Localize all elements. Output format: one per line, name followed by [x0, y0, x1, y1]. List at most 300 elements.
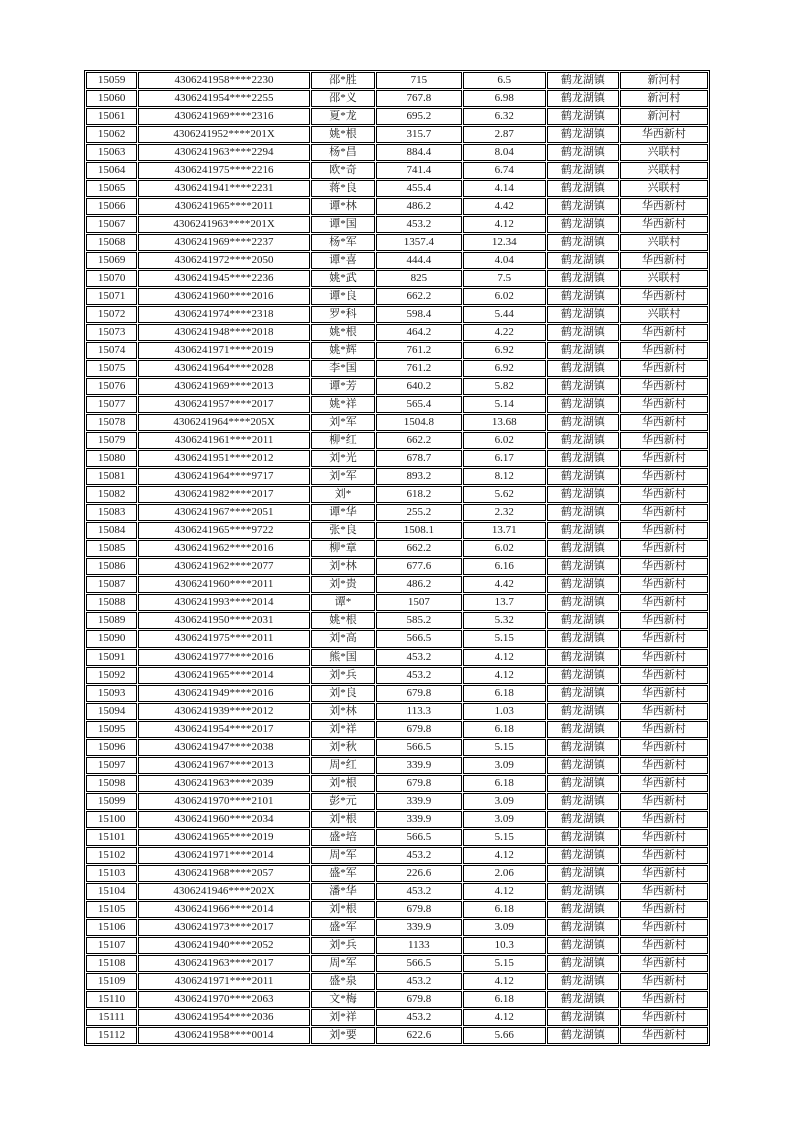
cell-town: 鹤龙湖镇	[547, 468, 619, 485]
cell-id-number: 4306241964****2028	[138, 360, 310, 377]
table-row	[86, 973, 708, 990]
cell-area: 4.12	[463, 847, 546, 864]
cell-name: 柳*章	[311, 540, 375, 557]
cell-village: 华西新村	[620, 414, 708, 431]
table-row	[86, 162, 708, 179]
cell-area: 5.15	[463, 630, 546, 647]
cell-amount: 255.2	[376, 504, 462, 521]
table-row	[86, 252, 708, 269]
cell-area: 3.09	[463, 793, 546, 810]
cell-name: 刘*良	[311, 685, 375, 702]
cell-amount: 585.2	[376, 612, 462, 629]
cell-serial-number: 15061	[86, 108, 137, 125]
cell-id-number: 4306241982****2017	[138, 486, 310, 503]
table-row	[86, 667, 708, 684]
cell-serial-number: 15079	[86, 432, 137, 449]
cell-name: 邵*义	[311, 90, 375, 107]
records-table	[84, 70, 710, 1046]
table-row	[86, 576, 708, 593]
cell-serial-number: 15085	[86, 540, 137, 557]
cell-village: 华西新村	[620, 450, 708, 467]
cell-town: 鹤龙湖镇	[547, 667, 619, 684]
cell-name: 刘*林	[311, 558, 375, 575]
cell-village: 华西新村	[620, 649, 708, 666]
cell-id-number: 4306241970****2101	[138, 793, 310, 810]
cell-village: 华西新村	[620, 522, 708, 539]
cell-town: 鹤龙湖镇	[547, 72, 619, 89]
cell-village: 华西新村	[620, 703, 708, 720]
cell-serial-number: 15075	[86, 360, 137, 377]
cell-area: 4.12	[463, 883, 546, 900]
cell-id-number: 4306241964****205X	[138, 414, 310, 431]
cell-village: 华西新村	[620, 991, 708, 1008]
cell-id-number: 4306241968****2057	[138, 865, 310, 882]
cell-town: 鹤龙湖镇	[547, 865, 619, 882]
cell-amount: 695.2	[376, 108, 462, 125]
cell-village: 华西新村	[620, 504, 708, 521]
cell-id-number: 4306241949****2016	[138, 685, 310, 702]
cell-name: 谭*	[311, 594, 375, 611]
cell-village: 华西新村	[620, 883, 708, 900]
cell-id-number: 4306241971****2011	[138, 973, 310, 990]
cell-amount: 715	[376, 72, 462, 89]
cell-serial-number: 15073	[86, 324, 137, 341]
cell-serial-number: 15090	[86, 630, 137, 647]
cell-area: 6.18	[463, 991, 546, 1008]
table-row	[86, 396, 708, 413]
cell-id-number: 4306241993****2014	[138, 594, 310, 611]
cell-amount: 565.4	[376, 396, 462, 413]
cell-id-number: 4306241939****2012	[138, 703, 310, 720]
cell-village: 华西新村	[620, 1009, 708, 1026]
cell-amount: 761.2	[376, 342, 462, 359]
cell-area: 6.18	[463, 775, 546, 792]
cell-id-number: 4306241961****2011	[138, 432, 310, 449]
cell-area: 4.22	[463, 324, 546, 341]
cell-name: 刘*根	[311, 901, 375, 918]
cell-id-number: 4306241960****2011	[138, 576, 310, 593]
cell-serial-number: 15094	[86, 703, 137, 720]
cell-id-number: 4306241974****2318	[138, 306, 310, 323]
cell-id-number: 4306241964****9717	[138, 468, 310, 485]
cell-town: 鹤龙湖镇	[547, 973, 619, 990]
cell-town: 鹤龙湖镇	[547, 919, 619, 936]
cell-name: 刘*兵	[311, 667, 375, 684]
cell-serial-number: 15095	[86, 721, 137, 738]
cell-id-number: 4306241960****2016	[138, 288, 310, 305]
table-row	[86, 739, 708, 756]
cell-village: 华西新村	[620, 775, 708, 792]
table-row	[86, 649, 708, 666]
cell-id-number: 4306241970****2063	[138, 991, 310, 1008]
cell-amount: 566.5	[376, 829, 462, 846]
cell-village: 华西新村	[620, 739, 708, 756]
table-row	[86, 270, 708, 287]
table-row	[86, 594, 708, 611]
cell-village: 华西新村	[620, 630, 708, 647]
table-row	[86, 757, 708, 774]
cell-id-number: 4306241971****2014	[138, 847, 310, 864]
cell-amount: 679.8	[376, 775, 462, 792]
cell-serial-number: 15068	[86, 234, 137, 251]
cell-serial-number: 15060	[86, 90, 137, 107]
table-row	[86, 432, 708, 449]
cell-area: 2.06	[463, 865, 546, 882]
cell-village: 华西新村	[620, 793, 708, 810]
cell-id-number: 4306241969****2316	[138, 108, 310, 125]
cell-serial-number: 15103	[86, 865, 137, 882]
cell-amount: 339.9	[376, 919, 462, 936]
table-row	[86, 306, 708, 323]
table-row	[86, 775, 708, 792]
cell-village: 华西新村	[620, 360, 708, 377]
cell-name: 刘*光	[311, 450, 375, 467]
table-row	[86, 811, 708, 828]
cell-town: 鹤龙湖镇	[547, 612, 619, 629]
cell-amount: 453.2	[376, 667, 462, 684]
table-row	[86, 937, 708, 954]
cell-town: 鹤龙湖镇	[547, 180, 619, 197]
cell-id-number: 4306241967****2013	[138, 757, 310, 774]
table-row	[86, 540, 708, 557]
cell-serial-number: 15064	[86, 162, 137, 179]
table-row	[86, 126, 708, 143]
cell-town: 鹤龙湖镇	[547, 342, 619, 359]
cell-area: 6.74	[463, 162, 546, 179]
cell-serial-number: 15074	[86, 342, 137, 359]
cell-amount: 662.2	[376, 540, 462, 557]
cell-village: 华西新村	[620, 829, 708, 846]
cell-area: 4.42	[463, 576, 546, 593]
cell-village: 华西新村	[620, 594, 708, 611]
cell-amount: 679.8	[376, 685, 462, 702]
cell-town: 鹤龙湖镇	[547, 955, 619, 972]
cell-serial-number: 15091	[86, 649, 137, 666]
cell-amount: 464.2	[376, 324, 462, 341]
cell-amount: 453.2	[376, 216, 462, 233]
cell-village: 华西新村	[620, 667, 708, 684]
cell-village: 华西新村	[620, 432, 708, 449]
cell-town: 鹤龙湖镇	[547, 306, 619, 323]
cell-name: 杨*昌	[311, 144, 375, 161]
cell-serial-number: 15081	[86, 468, 137, 485]
cell-town: 鹤龙湖镇	[547, 649, 619, 666]
cell-id-number: 4306241948****2018	[138, 324, 310, 341]
cell-name: 周*红	[311, 757, 375, 774]
table-row	[86, 865, 708, 882]
cell-id-number: 4306241945****2236	[138, 270, 310, 287]
table-row	[86, 558, 708, 575]
cell-name: 欧*奇	[311, 162, 375, 179]
cell-area: 5.62	[463, 486, 546, 503]
cell-village: 新河村	[620, 108, 708, 125]
cell-amount: 486.2	[376, 576, 462, 593]
cell-amount: 453.2	[376, 883, 462, 900]
cell-serial-number: 15102	[86, 847, 137, 864]
cell-amount: 679.8	[376, 901, 462, 918]
cell-id-number: 4306241951****2012	[138, 450, 310, 467]
cell-village: 华西新村	[620, 540, 708, 557]
cell-name: 杨*军	[311, 234, 375, 251]
cell-village: 华西新村	[620, 558, 708, 575]
cell-area: 4.42	[463, 198, 546, 215]
cell-serial-number: 15098	[86, 775, 137, 792]
table-row	[86, 1009, 708, 1026]
cell-name: 姚*根	[311, 126, 375, 143]
cell-name: 柳*红	[311, 432, 375, 449]
cell-amount: 339.9	[376, 793, 462, 810]
cell-area: 4.12	[463, 649, 546, 666]
cell-town: 鹤龙湖镇	[547, 414, 619, 431]
cell-amount: 444.4	[376, 252, 462, 269]
cell-town: 鹤龙湖镇	[547, 126, 619, 143]
cell-area: 13.71	[463, 522, 546, 539]
cell-serial-number: 15065	[86, 180, 137, 197]
cell-town: 鹤龙湖镇	[547, 324, 619, 341]
cell-area: 3.09	[463, 919, 546, 936]
cell-id-number: 4306241969****2013	[138, 378, 310, 395]
cell-town: 鹤龙湖镇	[547, 90, 619, 107]
cell-name: 刘*兵	[311, 937, 375, 954]
table-row	[86, 486, 708, 503]
cell-serial-number: 15093	[86, 685, 137, 702]
cell-amount: 1133	[376, 937, 462, 954]
cell-serial-number: 15059	[86, 72, 137, 89]
cell-town: 鹤龙湖镇	[547, 739, 619, 756]
cell-id-number: 4306241957****2017	[138, 396, 310, 413]
cell-name: 刘*军	[311, 468, 375, 485]
cell-serial-number: 15069	[86, 252, 137, 269]
cell-name: 刘*秋	[311, 739, 375, 756]
table-row	[86, 180, 708, 197]
cell-town: 鹤龙湖镇	[547, 108, 619, 125]
cell-town: 鹤龙湖镇	[547, 504, 619, 521]
cell-id-number: 4306241962****2016	[138, 540, 310, 557]
cell-serial-number: 15072	[86, 306, 137, 323]
cell-area: 4.12	[463, 667, 546, 684]
cell-id-number: 4306241963****2017	[138, 955, 310, 972]
cell-town: 鹤龙湖镇	[547, 685, 619, 702]
cell-amount: 566.5	[376, 630, 462, 647]
cell-id-number: 4306241958****2230	[138, 72, 310, 89]
cell-id-number: 4306241977****2016	[138, 649, 310, 666]
cell-town: 鹤龙湖镇	[547, 252, 619, 269]
cell-town: 鹤龙湖镇	[547, 1009, 619, 1026]
table-row	[86, 1027, 708, 1044]
cell-amount: 825	[376, 270, 462, 287]
cell-area: 12.34	[463, 234, 546, 251]
cell-amount: 339.9	[376, 811, 462, 828]
cell-town: 鹤龙湖镇	[547, 198, 619, 215]
cell-name: 刘*军	[311, 414, 375, 431]
cell-town: 鹤龙湖镇	[547, 630, 619, 647]
cell-area: 6.02	[463, 540, 546, 557]
cell-town: 鹤龙湖镇	[547, 829, 619, 846]
cell-area: 5.15	[463, 955, 546, 972]
cell-amount: 453.2	[376, 649, 462, 666]
cell-name: 刘*根	[311, 775, 375, 792]
cell-village: 华西新村	[620, 396, 708, 413]
cell-town: 鹤龙湖镇	[547, 540, 619, 557]
cell-amount: 662.2	[376, 432, 462, 449]
cell-town: 鹤龙湖镇	[547, 721, 619, 738]
cell-id-number: 4306241969****2237	[138, 234, 310, 251]
cell-village: 华西新村	[620, 1027, 708, 1044]
table-row	[86, 234, 708, 251]
cell-serial-number: 15084	[86, 522, 137, 539]
cell-town: 鹤龙湖镇	[547, 576, 619, 593]
cell-area: 1.03	[463, 703, 546, 720]
cell-amount: 453.2	[376, 847, 462, 864]
cell-village: 华西新村	[620, 252, 708, 269]
cell-amount: 662.2	[376, 288, 462, 305]
cell-name: 谭*国	[311, 216, 375, 233]
cell-amount: 1504.8	[376, 414, 462, 431]
cell-amount: 622.6	[376, 1027, 462, 1044]
cell-village: 兴联村	[620, 144, 708, 161]
cell-town: 鹤龙湖镇	[547, 558, 619, 575]
cell-area: 6.16	[463, 558, 546, 575]
cell-name: 彭*元	[311, 793, 375, 810]
cell-serial-number: 15078	[86, 414, 137, 431]
cell-serial-number: 15082	[86, 486, 137, 503]
cell-village: 兴联村	[620, 234, 708, 251]
cell-name: 谭*芳	[311, 378, 375, 395]
cell-amount: 767.8	[376, 90, 462, 107]
cell-name: 盛*军	[311, 919, 375, 936]
cell-name: 谭*良	[311, 288, 375, 305]
cell-town: 鹤龙湖镇	[547, 486, 619, 503]
cell-id-number: 4306241972****2050	[138, 252, 310, 269]
cell-name: 潘*华	[311, 883, 375, 900]
cell-id-number: 4306241954****2036	[138, 1009, 310, 1026]
cell-village: 华西新村	[620, 757, 708, 774]
cell-area: 5.82	[463, 378, 546, 395]
table-row	[86, 324, 708, 341]
cell-amount: 761.2	[376, 360, 462, 377]
cell-amount: 677.6	[376, 558, 462, 575]
cell-area: 6.92	[463, 360, 546, 377]
cell-village: 华西新村	[620, 811, 708, 828]
cell-id-number: 4306241971****2019	[138, 342, 310, 359]
cell-id-number: 4306241947****2038	[138, 739, 310, 756]
cell-serial-number: 15099	[86, 793, 137, 810]
cell-serial-number: 15071	[86, 288, 137, 305]
cell-amount: 678.7	[376, 450, 462, 467]
cell-area: 4.04	[463, 252, 546, 269]
cell-town: 鹤龙湖镇	[547, 378, 619, 395]
table-row	[86, 144, 708, 161]
cell-town: 鹤龙湖镇	[547, 1027, 619, 1044]
cell-amount: 453.2	[376, 973, 462, 990]
cell-id-number: 4306241965****2011	[138, 198, 310, 215]
table-row	[86, 216, 708, 233]
cell-amount: 884.4	[376, 144, 462, 161]
cell-village: 华西新村	[620, 955, 708, 972]
cell-serial-number: 15111	[86, 1009, 137, 1026]
cell-amount: 1357.4	[376, 234, 462, 251]
cell-id-number: 4306241963****201X	[138, 216, 310, 233]
cell-area: 6.92	[463, 342, 546, 359]
cell-name: 刘*贵	[311, 576, 375, 593]
table-row	[86, 288, 708, 305]
cell-village: 华西新村	[620, 919, 708, 936]
cell-serial-number: 15110	[86, 991, 137, 1008]
cell-name: 姚*祥	[311, 396, 375, 413]
table-row	[86, 360, 708, 377]
cell-name: 罗*科	[311, 306, 375, 323]
cell-area: 5.66	[463, 1027, 546, 1044]
cell-name: 谭*林	[311, 198, 375, 215]
cell-id-number: 4306241962****2077	[138, 558, 310, 575]
cell-town: 鹤龙湖镇	[547, 450, 619, 467]
cell-name: 夏*龙	[311, 108, 375, 125]
table-row	[86, 919, 708, 936]
cell-village: 华西新村	[620, 973, 708, 990]
cell-amount: 486.2	[376, 198, 462, 215]
cell-name: 姚*辉	[311, 342, 375, 359]
cell-serial-number: 15100	[86, 811, 137, 828]
cell-name: 刘*林	[311, 703, 375, 720]
cell-town: 鹤龙湖镇	[547, 811, 619, 828]
cell-name: 邵*胜	[311, 72, 375, 89]
cell-area: 8.12	[463, 468, 546, 485]
cell-id-number: 4306241946****202X	[138, 883, 310, 900]
cell-town: 鹤龙湖镇	[547, 991, 619, 1008]
cell-serial-number: 15104	[86, 883, 137, 900]
cell-area: 3.09	[463, 811, 546, 828]
cell-name: 文*梅	[311, 991, 375, 1008]
cell-area: 4.12	[463, 973, 546, 990]
cell-id-number: 4306241965****2014	[138, 667, 310, 684]
table-row	[86, 829, 708, 846]
cell-village: 华西新村	[620, 901, 708, 918]
cell-village: 华西新村	[620, 685, 708, 702]
cell-serial-number: 15076	[86, 378, 137, 395]
cell-area: 10.3	[463, 937, 546, 954]
cell-serial-number: 15067	[86, 216, 137, 233]
cell-amount: 226.6	[376, 865, 462, 882]
cell-area: 5.15	[463, 829, 546, 846]
cell-area: 8.04	[463, 144, 546, 161]
cell-town: 鹤龙湖镇	[547, 901, 619, 918]
cell-id-number: 4306241975****2011	[138, 630, 310, 647]
cell-area: 13.68	[463, 414, 546, 431]
cell-serial-number: 15106	[86, 919, 137, 936]
cell-id-number: 4306241967****2051	[138, 504, 310, 521]
cell-village: 华西新村	[620, 576, 708, 593]
cell-name: 刘*要	[311, 1027, 375, 1044]
cell-village: 新河村	[620, 90, 708, 107]
cell-name: 姚*根	[311, 612, 375, 629]
cell-area: 6.17	[463, 450, 546, 467]
cell-village: 新河村	[620, 72, 708, 89]
cell-town: 鹤龙湖镇	[547, 234, 619, 251]
cell-town: 鹤龙湖镇	[547, 793, 619, 810]
cell-village: 华西新村	[620, 198, 708, 215]
cell-area: 6.02	[463, 288, 546, 305]
cell-village: 华西新村	[620, 342, 708, 359]
cell-name: 姚*根	[311, 324, 375, 341]
cell-town: 鹤龙湖镇	[547, 703, 619, 720]
cell-village: 华西新村	[620, 612, 708, 629]
cell-amount: 315.7	[376, 126, 462, 143]
table-row	[86, 703, 708, 720]
table-row	[86, 414, 708, 431]
cell-amount: 566.5	[376, 739, 462, 756]
cell-serial-number: 15086	[86, 558, 137, 575]
cell-town: 鹤龙湖镇	[547, 775, 619, 792]
